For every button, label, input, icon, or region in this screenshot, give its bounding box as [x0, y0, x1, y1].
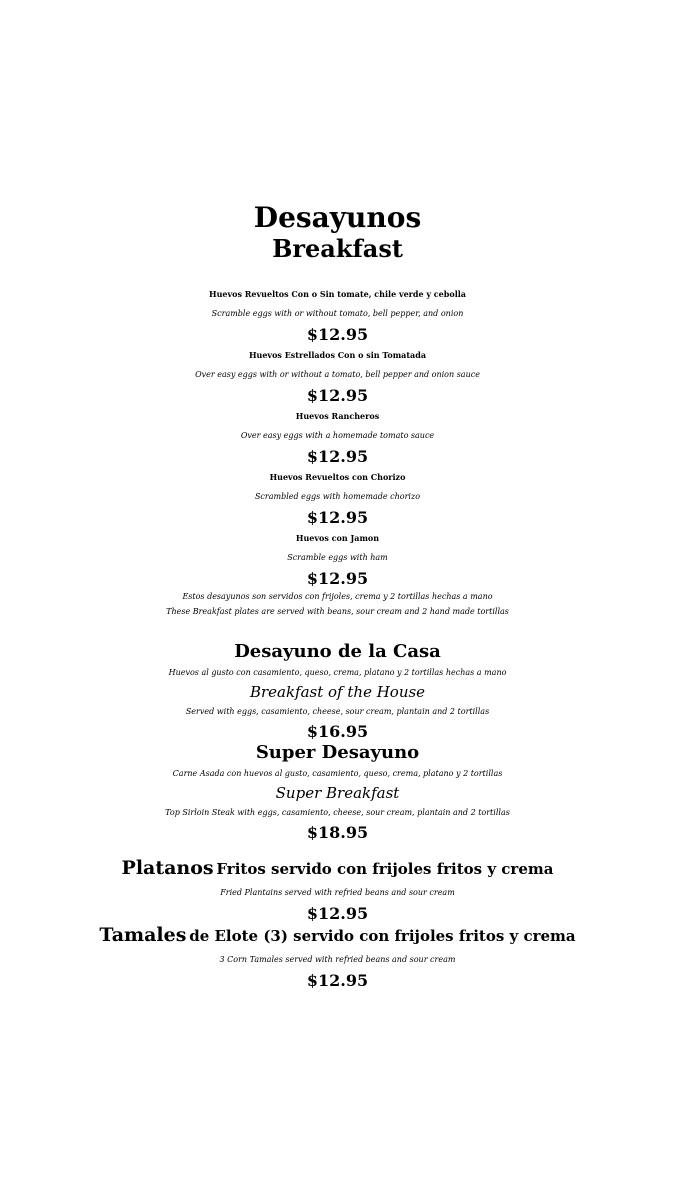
- item-name: Huevos Revueltos Con o Sin tomate, chile verde y cebolla: [209, 289, 466, 299]
- specials-section: [0, 641, 675, 843]
- side-name-rest: de Elote (3) servido con frijoles fritos y crema: [189, 927, 576, 945]
- side-name: [0, 924, 675, 950]
- menu-title: Desayunos: [253, 201, 422, 234]
- menu-item: [0, 284, 675, 345]
- item-price: $12.95: [306, 386, 369, 405]
- special-price: $18.95: [306, 823, 369, 842]
- item-price: $12.95: [306, 569, 369, 588]
- item-price: $12.95: [306, 325, 369, 344]
- served-with-note-spanish: Estos desayunos son servidos con frijoles, crema y 2 tortillas hechas a mano: [182, 592, 493, 601]
- special-description-english: Served with eggs, casamiento, cheese, sour cream, plantain and 2 tortillas: [185, 707, 490, 716]
- side-item: [0, 857, 675, 924]
- item-description: Over easy eggs with or without a tomato, bell pepper and onion sauce: [195, 370, 480, 379]
- side-name: [0, 857, 675, 883]
- item-price: $12.95: [306, 447, 369, 466]
- item-description: Scramble eggs with ham: [287, 553, 388, 562]
- side-name-lead: Platanos: [121, 857, 214, 879]
- item-name: Huevos Estrellados Con o sin Tomatada: [248, 350, 427, 360]
- special-price: $16.95: [306, 722, 369, 741]
- special-item: [0, 641, 675, 742]
- side-description: 3 Corn Tamales served with refried beans and sour cream: [219, 955, 456, 964]
- side-name-rest: Fritos servido con frijoles fritos y crema: [216, 860, 554, 878]
- sides-section: [0, 857, 675, 991]
- item-description: Over easy eggs with a homemade tomato sauce: [240, 431, 435, 440]
- menu-subtitle: Breakfast: [272, 234, 403, 263]
- menu-item: [0, 528, 675, 589]
- special-item: [0, 742, 675, 843]
- item-description: Scrambled eggs with homemade chorizo: [254, 492, 421, 501]
- special-name-english: Breakfast of the House: [249, 683, 426, 701]
- egg-items-section: [0, 284, 675, 619]
- item-name: Huevos con Jamon: [295, 533, 380, 543]
- menu-item: [0, 406, 675, 467]
- item-name: Huevos Revueltos con Chorizo: [269, 472, 406, 482]
- side-price: $12.95: [306, 904, 369, 923]
- menu-item: [0, 467, 675, 528]
- special-name: Desayuno de la Casa: [234, 641, 441, 662]
- special-name-english: Super Breakfast: [275, 784, 400, 802]
- item-name: Huevos Rancheros: [295, 411, 380, 421]
- special-name: Super Desayuno: [255, 742, 420, 763]
- item-description: Scramble eggs with or without tomato, bell pepper, and onion: [211, 309, 464, 318]
- special-description-english: Top Sirloin Steak with eggs, casamiento, cheese, sour cream, plantain and 2 tortillas: [165, 808, 510, 817]
- side-price: $12.95: [306, 971, 369, 990]
- served-with-note-english: These Breakfast plates are served with beans, sour cream and 2 hand made tortillas: [166, 607, 509, 616]
- side-item: [0, 924, 675, 991]
- menu-header: [0, 202, 675, 264]
- item-price: $12.95: [306, 508, 369, 527]
- menu-item: [0, 345, 675, 406]
- side-description: Fried Plantains served with refried beans and sour cream: [220, 888, 455, 897]
- special-description-spanish: Huevos al gusto con casamiento, queso, crema, platano y 2 tortillas hechas a mano: [168, 668, 507, 677]
- side-name-lead: Tamales: [99, 924, 187, 946]
- special-description-spanish: Carne Asada con huevos al gusto, casamiento, queso, crema, platano y 2 tortillas: [172, 769, 503, 778]
